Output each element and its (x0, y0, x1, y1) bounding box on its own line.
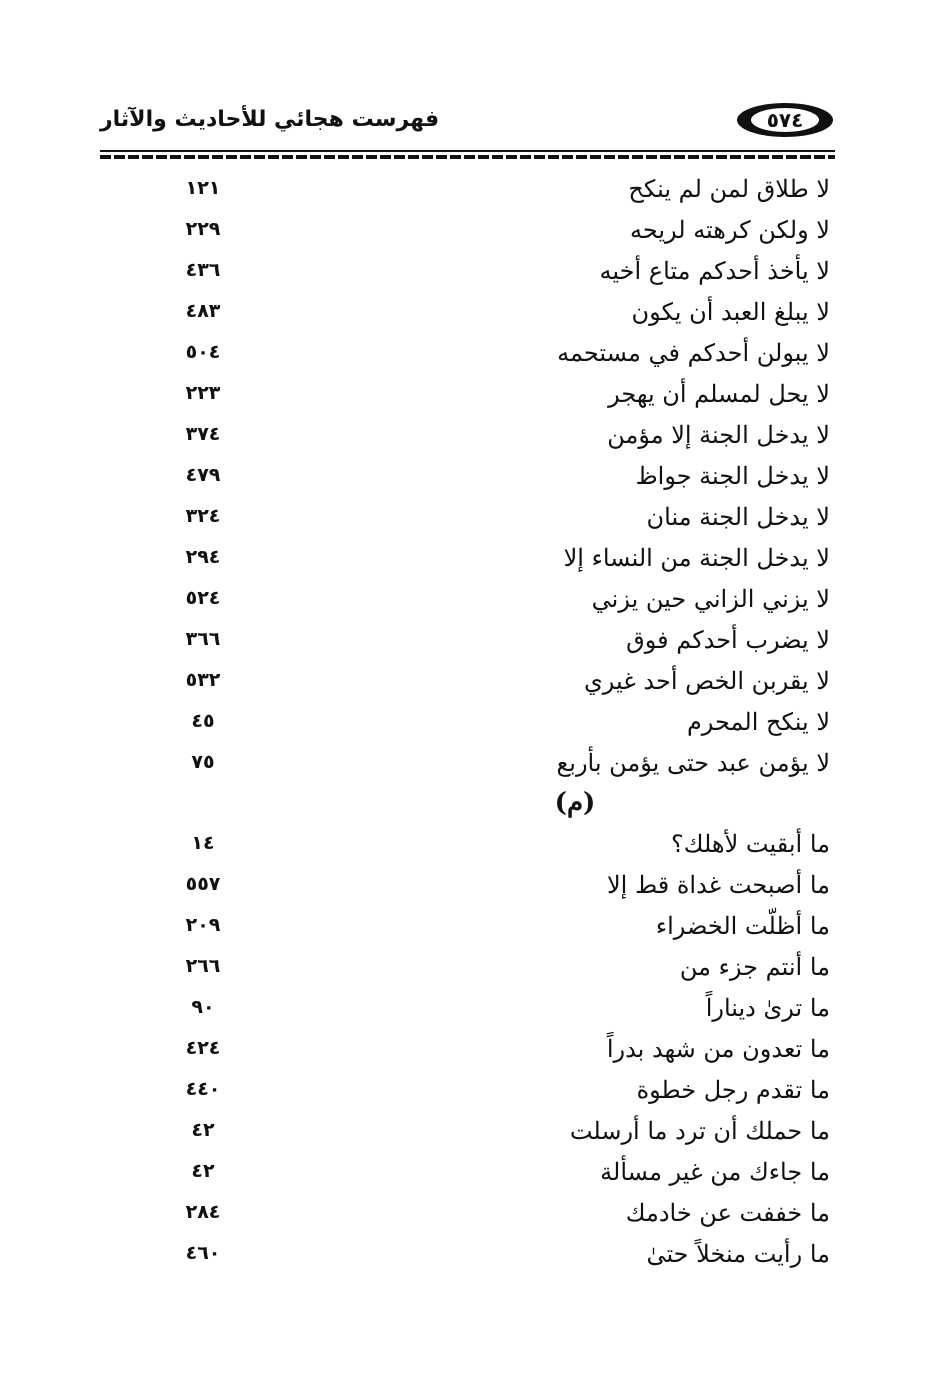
entry-page: ٢٩٤ (185, 546, 221, 568)
index-entry (150, 749, 830, 789)
index-entry (150, 585, 830, 625)
entry-text: لا ينكح المحرم (686, 708, 830, 736)
index-entry (150, 421, 830, 461)
index-entry (150, 216, 830, 256)
entry-page: ٥٠٤ (185, 341, 221, 363)
index-entry (150, 708, 830, 748)
entry-text: ما جاءك من غير مسألة (600, 1158, 830, 1186)
entry-text: ما حملك أن ترد ما أرسلت (569, 1117, 830, 1145)
entry-text: لا يبلغ العبد أن يكون (631, 298, 830, 326)
index-entry (150, 1199, 830, 1239)
entry-page: ٥٢٤ (185, 587, 221, 609)
index-entry (150, 257, 830, 297)
index-entry (150, 994, 830, 1034)
index-entry (150, 667, 830, 707)
header-rule (100, 150, 835, 152)
index-entry (150, 626, 830, 666)
entry-text: ما تعدون من شهد بدراً (606, 1035, 830, 1063)
entry-text: لا يزني الزاني حين يزني (591, 585, 830, 613)
index-entry (150, 298, 830, 338)
index-entry (150, 380, 830, 420)
index-entry (150, 1035, 830, 1075)
entry-page: ٥٥٧ (185, 873, 221, 895)
index-entry (150, 1158, 830, 1198)
entry-text: ما تقدم رجل خطوة (636, 1076, 830, 1104)
index-entry (150, 1240, 830, 1280)
entry-page: ٣٧٤ (185, 423, 221, 445)
entry-text: ما أبقيت لأهلك؟ (671, 830, 830, 858)
index-entry (150, 871, 830, 911)
entry-page: ٢٦٦ (185, 955, 221, 977)
entry-text: لا يدخل الجنة من النساء إلا (563, 544, 830, 572)
entry-text: لا يقربن الخص أحد غيري (583, 667, 830, 695)
entry-text: لا يدخل الجنة جواظ (635, 462, 830, 490)
entry-text: لا يضرب أحدكم فوق (626, 626, 830, 654)
entry-text: لا يبولن أحدكم في مستحمه (557, 339, 830, 367)
header-dashed-rule (100, 155, 835, 159)
entry-page: ١٢١ (185, 177, 221, 199)
index-entry (150, 830, 830, 870)
entry-text: ما أصبحت غداة قط إلا (606, 871, 830, 899)
index-entry (150, 503, 830, 543)
entry-text: لا طلاق لمن لم ينكح (628, 175, 830, 203)
entry-text: لا ولكن كرهته لريحه (629, 216, 830, 244)
entry-page: ٤٢ (191, 1119, 215, 1141)
page-number-badge (737, 103, 833, 137)
index-entry (150, 1117, 830, 1157)
entry-page: ٢٠٩ (185, 914, 221, 936)
entry-page: ٢٢٣ (185, 382, 221, 404)
entry-page: ٢٢٩ (185, 218, 221, 240)
index-entry (150, 339, 830, 379)
section-heading: (م) (554, 788, 596, 818)
entry-page: ٤٢ (191, 1160, 215, 1182)
entry-text: لا يؤمن عبد حتى يؤمن بأربع (556, 749, 830, 777)
entry-page: ٤٦٠ (185, 1242, 221, 1264)
entry-text: ما خففت عن خادمك (625, 1199, 830, 1227)
entry-text: لا يحل لمسلم أن يهجر (608, 380, 830, 408)
entry-text: لا يدخل الجنة منان (646, 503, 830, 531)
entry-text: ما أظلّت الخضراء (655, 912, 830, 940)
entry-text: لا يأخذ أحدكم متاع أخيه (599, 257, 830, 285)
index-entry (150, 462, 830, 502)
entry-page: ٣٢٤ (185, 505, 221, 527)
entry-page: ٤٤٠ (185, 1078, 221, 1100)
entry-page: ٢٨٤ (185, 1201, 221, 1223)
running-title: فهرست هجائي للأحاديث والآثار (100, 107, 440, 132)
page-header (100, 103, 835, 143)
index-entry (150, 175, 830, 215)
entry-page: ٤٥ (191, 710, 215, 732)
entry-text: ما أنتم جزء من (679, 953, 830, 981)
entry-text: ما رأيت منخلاً حتىٰ (646, 1240, 830, 1268)
entry-page: ٤٢٤ (185, 1037, 221, 1059)
index-entry (150, 912, 830, 952)
entry-page: ٣٦٦ (185, 628, 221, 650)
entry-page: ٤٧٩ (185, 464, 221, 486)
entry-page: ٧٥ (191, 751, 215, 773)
entry-page: ١٤ (191, 832, 215, 854)
index-entry (150, 1076, 830, 1116)
entry-text: ما ترىٰ ديناراً (705, 994, 830, 1022)
page-number: ٥٧٤ (751, 108, 819, 132)
entry-page: ٤٨٣ (185, 300, 221, 322)
index-entry (150, 953, 830, 993)
index-entry (150, 544, 830, 584)
entry-page: ٥٣٢ (185, 669, 221, 691)
entry-page: ٩٠ (191, 996, 215, 1018)
entry-page: ٤٣٦ (185, 259, 221, 281)
entry-text: لا يدخل الجنة إلا مؤمن (607, 421, 830, 449)
